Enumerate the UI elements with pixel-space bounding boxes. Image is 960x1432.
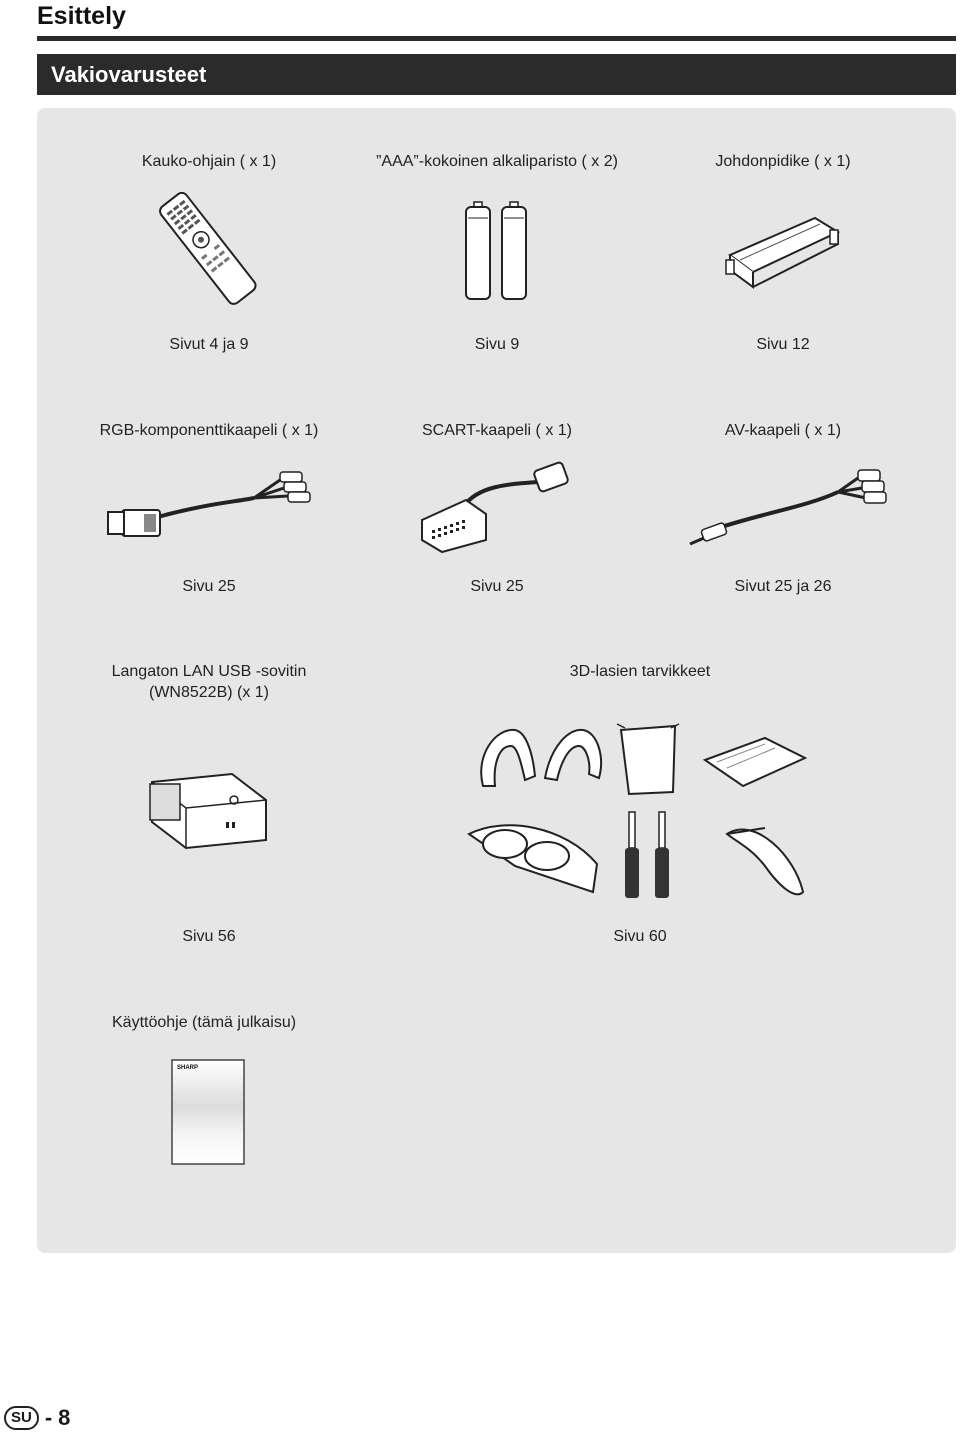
page-number: 8 <box>58 1405 71 1430</box>
rgb-component-cable-icon <box>104 466 314 546</box>
item-page-ref: Sivu 60 <box>613 928 667 945</box>
item-page-ref: Sivut 4 ja 9 <box>169 336 249 353</box>
scart-cable-icon <box>418 456 574 556</box>
item-name: Langaton LAN USB -sovitin <box>111 663 307 680</box>
item-name: SCART-kaapeli ( x 1) <box>422 422 572 439</box>
item-page-ref: Sivu 12 <box>756 336 810 353</box>
remote-control-icon <box>150 190 265 308</box>
item-page-ref: Sivu 9 <box>474 336 520 353</box>
item-name: RGB-komponenttikaapeli ( x 1) <box>99 422 319 439</box>
page-title: Esittely <box>37 2 126 30</box>
title-rule <box>37 36 956 41</box>
section-header <box>37 54 956 95</box>
item-name: Kauko-ohjain ( x 1) <box>141 153 277 170</box>
brand-logo: SHARP <box>177 1065 199 1071</box>
page-footer <box>4 1404 70 1432</box>
item-name: Käyttöohje (tämä julkaisu) <box>112 1014 297 1031</box>
cable-holder-icon <box>720 210 846 290</box>
item-name: ”AAA”-kokoinen alkaliparisto ( x 2) <box>376 153 618 170</box>
item-name: Johdonpidike ( x 1) <box>715 153 851 170</box>
page-separator: - <box>44 1405 53 1430</box>
item-page-ref: Sivut 25 ja 26 <box>734 578 832 595</box>
3d-glasses-accessories-icon <box>465 716 815 906</box>
aaa-battery-icon <box>460 200 532 302</box>
item-name: 3D-lasien tarvikkeet <box>569 663 711 680</box>
language-badge: SU <box>4 1406 39 1430</box>
item-name: AV-kaapeli ( x 1) <box>724 422 842 439</box>
section-title: Vakiovarusteet <box>51 62 207 87</box>
item-page-ref: Sivu 25 <box>182 578 236 595</box>
av-cable-icon <box>688 466 888 550</box>
item-page-ref: Sivu 56 <box>182 928 236 945</box>
item-name: (WN8522B) (x 1) <box>148 684 270 701</box>
item-page-ref: Sivu 25 <box>470 578 524 595</box>
manual-booklet-icon <box>170 1058 248 1166</box>
usb-wlan-adapter-icon <box>146 770 272 850</box>
